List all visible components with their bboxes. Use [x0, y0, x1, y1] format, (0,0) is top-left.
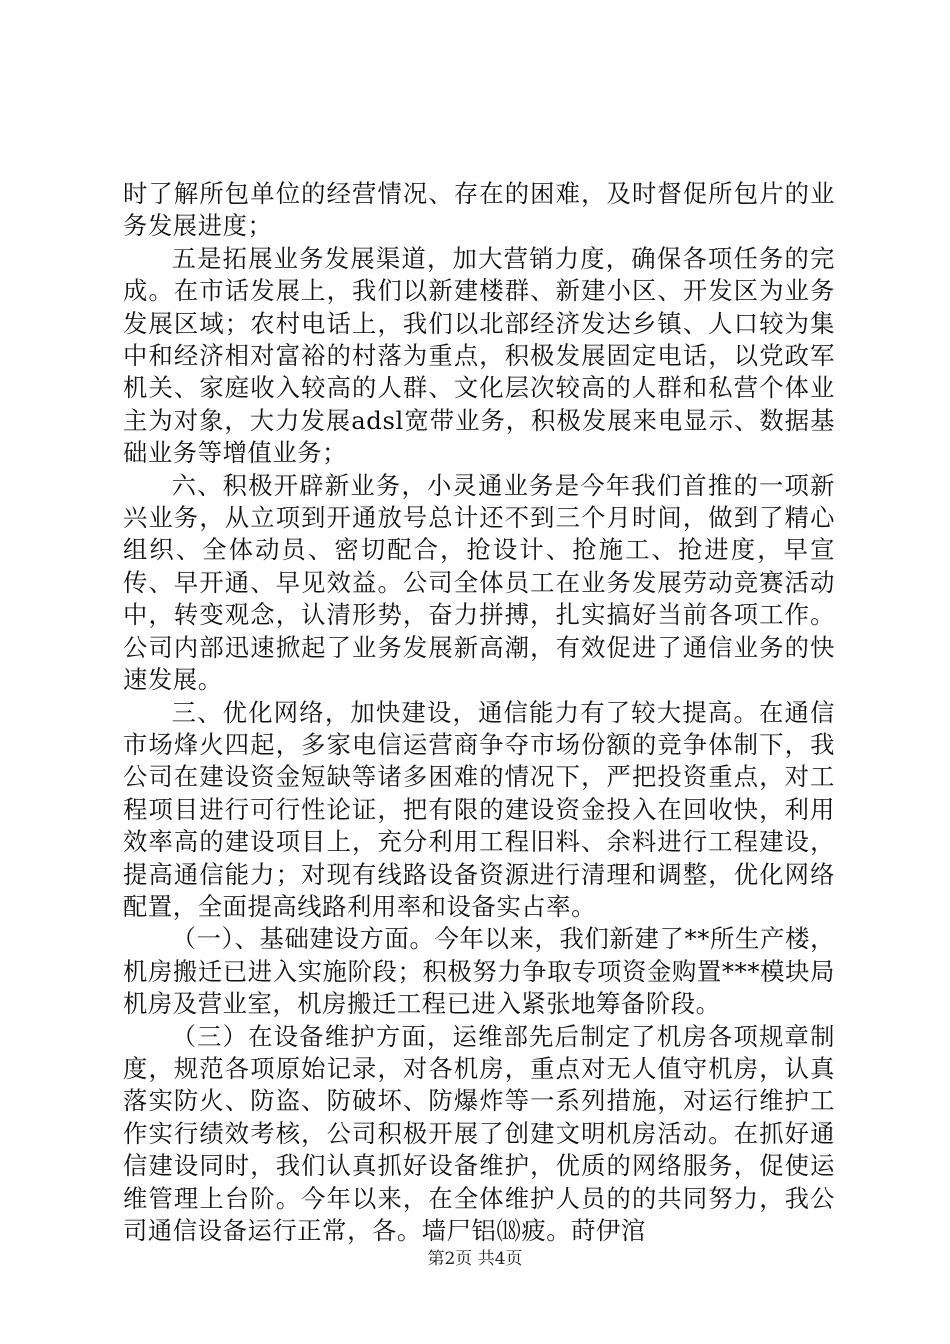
paragraph-2: 五是拓展业务发展渠道，加大营销力度，确保各项任务的完成。在市话发展上，我们以新建楼群、新建小区、开发区为业务发展区域；农村电话上，我们以北部经济发达乡镇、人口较为集中和经济相对富裕的村落为重点，积极发展固定电话，以党政军机关、家庭收入较高的人群、文化层次较高的人群和私营个体业主为对象，大力发展adsl宽带业务，积极发展来电显示、数据基础业务等增值业务； — [123, 243, 835, 468]
paragraph-3: 六、积极开辟新业务，小灵通业务是今年我们首推的一项新兴业务，从立项到开通放号总计还不到三个月时间，做到了精心组织、全体动员、密切配合，抢设计、抢施工、抢进度，早宣传、早开通、早见效益。公司全体员工在业务发展劳动竞赛活动中，转变观念，认清形势，奋力拼搏，扎实搞好当前各项工作。公司内部迅速掀起了业务发展新高潮，有效促进了通信业务的快速发展。 — [123, 470, 835, 695]
paragraph-1: 时了解所包单位的经营情况、存在的困难，及时督促所包片的业务发展进度； — [123, 179, 835, 241]
paragraph-6: （三）在设备维护方面，运维部先后制定了机房各项规章制度，规范各项原始记录，对各机房，重点对无人值守机房，认真落实防火、防盗、防破坏、防爆炸等一系列措施，对运行维护工作实行绩效考核，公司积极开展了创建文明机房活动。在抓好通信建设同时，我们认真抓好设备维护，优质的网络服务，促使运维管理上台阶。今年以来，在全体维护人员的的共同努力，我公司通信设备运行正常，各。墙尸铝⒅疲。莳伊涫 — [123, 1021, 835, 1245]
paragraph-4: 三、优化网络，加快建设，通信能力有了较大提高。在通信市场烽火四起，多家电信运营商争夺市场份额的竞争体制下，我公司在建设资金短缺等诸多困难的情况下，严把投资重点，对工程项目进行可行性论证，把有限的建设资金投入在回收快，利用效率高的建设项目上，充分利用工程旧料、余料进行工程建设，提高通信能力；对现有线路设备资源进行清理和调整，优化网络配置，全面提高线路利用率和设备实占率。 — [123, 697, 835, 921]
paragraph-5: （一）、基础建设方面。今年以来，我们新建了**所生产楼，机房搬迁已进入实施阶段；积极努力争取专项资金购置***模块局机房及营业室，机房搬迁工程已进入紧张地筹备阶段。 — [123, 924, 835, 1019]
page-footer — [0, 1248, 950, 1270]
document-body — [123, 178, 835, 1247]
page-number-label: 第2页 共4页 — [427, 1249, 523, 1269]
